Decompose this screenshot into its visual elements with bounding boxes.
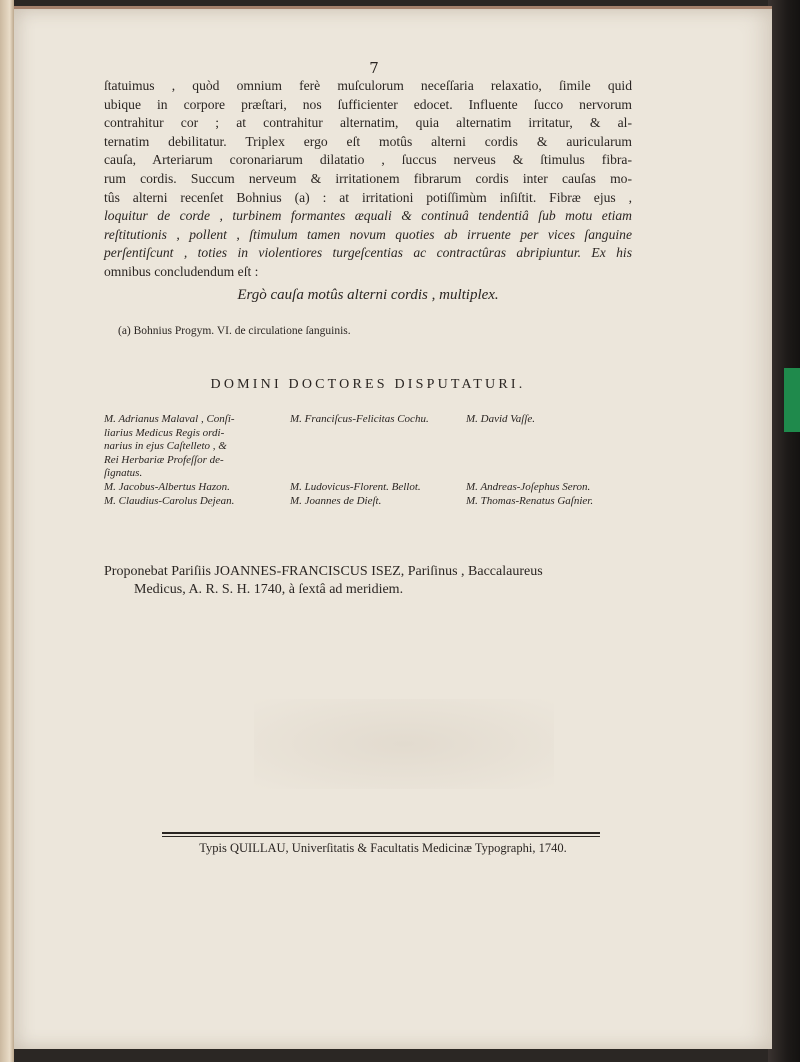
body-line: contrahitur cor ; at contrahitur alternatim, quia alternatim irritatur, & al- <box>104 115 632 131</box>
doctor-line: Rei Herbariæ Profeſſor de- <box>104 453 224 466</box>
body-line: omnibus concludendum eſt : <box>104 263 259 279</box>
book-spine-shadow <box>768 0 800 1062</box>
doctor-line <box>290 427 470 441</box>
defense-line-1: Proponebat Pariſiis JOANNES-FRANCISCUS ISEZ, Pariſinus , Baccalaureus <box>104 564 543 579</box>
doctor-line <box>290 454 470 468</box>
page-number: 7 <box>369 59 379 77</box>
imprint-rule-thin <box>162 836 600 837</box>
doctor-line <box>466 454 636 468</box>
doctor-line: M. Ludovicus-Florent. Bellot. <box>290 480 421 493</box>
doctor-line <box>466 440 636 454</box>
doctor-line: M. Adrianus Malaval , Conſi- <box>104 413 235 425</box>
doctor-line: liarius Medicus Regis ordi- <box>104 426 225 439</box>
conclusion-thesis: Ergò cauſa motûs alterni cordis , multiplex. <box>237 287 499 303</box>
doctor-line <box>290 467 470 481</box>
doctors-column-2 <box>290 413 470 508</box>
body-line: rum cordis. Succum nerveum & irritationem fibrarum cordis inter cauſas mo- <box>104 170 632 186</box>
bookmark-tab <box>784 368 800 432</box>
body-line: tûs alterni recenſet Bohnius (a) : at irritationi potiſſimùm inſiſtit. Fibræ ejus , <box>104 189 632 205</box>
doctor-line <box>290 440 470 454</box>
doctor-line: M. Joannes de Dieſt. <box>290 494 382 507</box>
body-line: ſtatuimus , quòd omnium ferè muſculorum neceſſaria relaxatio, ſimile quid <box>104 78 632 93</box>
left-page-edge <box>0 0 14 1062</box>
body-line: loquitur de corde , turbinem formantes æquali & continuâ tendentiâ ſub motu etiam <box>104 208 632 224</box>
doctor-line: M. Jacobus-Albertus Hazon. <box>104 480 230 493</box>
doctor-line: M. Franciſcus-Felicitas Cochu. <box>290 413 429 425</box>
doctor-line: M. Claudius-Carolus Dejean. <box>104 494 235 507</box>
bleed-through-shadow <box>254 699 554 789</box>
imprint-rule-thick <box>162 832 600 834</box>
doctor-line: M. Thomas-Renatus Gaſnier. <box>466 494 594 507</box>
body-line: perſentiſcunt , toties in violentiores turgeſcentias ac contractûras abripiuntur. Ex his <box>104 245 632 261</box>
defense-statement <box>104 563 632 599</box>
body-line: cauſa, Arteriarum coronariarum dilatatio , ſuccus nerveus & ſtimulus fibra- <box>104 152 632 168</box>
body-line: ubique in corpore præſtari, nos ſufficienter edocet. Influente ſucco nervorum <box>104 96 632 112</box>
doctor-line: M. David Vaſſe. <box>466 413 536 425</box>
doctor-line: ſignatus. <box>104 467 143 480</box>
printer-imprint: Typis QUILLAU, Univerſitatis & Facultatis Medicinæ Typographi, 1740. <box>199 841 567 855</box>
doctors-column-3 <box>466 413 636 508</box>
doctor-line: M. Andreas-Joſephus Seron. <box>466 480 591 493</box>
book-page <box>14 6 772 1049</box>
doctor-line: narius in ejus Caſtelleto , & <box>104 440 227 453</box>
body-line: ternatim debilitatur. Triplex ergo eſt motûs alterni cordis & auricularum <box>104 133 632 149</box>
doctor-line <box>466 427 636 441</box>
body-line: reſtitutionis , pollent , ſtimulum tamen novum quoties ab irruente per vices ſanguine <box>104 226 632 242</box>
doctor-line <box>466 467 636 481</box>
doctors-column-1 <box>104 413 274 508</box>
footnote: (a) Bohnius Progym. VI. de circulatione ſanguinis. <box>118 325 351 337</box>
defense-line-2: Medicus, A. R. S. H. 1740, à ſextâ ad meridiem. <box>134 582 404 597</box>
main-paragraph <box>104 77 632 282</box>
doctors-heading: DOMINI DOCTORES DISPUTATURI. <box>210 377 526 392</box>
